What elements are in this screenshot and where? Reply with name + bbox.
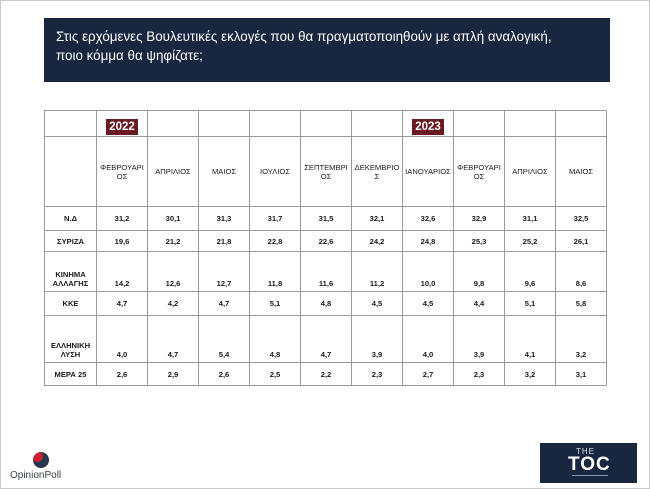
month-label: ΙΟΥΛΙΟΣ	[259, 167, 291, 176]
month-label: ΣΕΠΤΕΜΒΡΙ	[304, 162, 348, 172]
vote-share-cell: 4,0	[403, 316, 454, 363]
vote-share-cell: 14,2	[97, 252, 148, 292]
party-name: ΕΛΛΗΝΙΚΗ	[50, 341, 91, 350]
empty-header-cell	[352, 111, 403, 137]
poll-results-table	[44, 110, 607, 386]
party-name-cell	[45, 252, 97, 292]
month-header-cell	[403, 137, 454, 207]
vote-share-cell: 2,9	[148, 363, 199, 386]
table-row	[45, 207, 607, 231]
table-row	[45, 363, 607, 386]
month-label: ΟΣ	[116, 171, 128, 181]
vote-share-cell: 4,7	[148, 316, 199, 363]
vote-share-cell: 4,8	[250, 316, 301, 363]
party-name: ΚΚΕ	[62, 299, 79, 308]
vote-share-cell: 32,5	[556, 207, 607, 231]
vote-share-cell: 3,1	[556, 363, 607, 386]
vote-share-cell: 2,3	[454, 363, 505, 386]
month-label: ΦΕΒΡΟΥΑΡΙ	[100, 162, 144, 172]
vote-share-cell: 9,6	[505, 252, 556, 292]
vote-share-cell: 25,3	[454, 231, 505, 252]
vote-share-cell: 25,2	[505, 231, 556, 252]
vote-share-cell: 3,9	[454, 316, 505, 363]
the-toc-logo-underline	[572, 475, 608, 476]
vote-share-cell: 5,1	[505, 292, 556, 316]
month-label: ΑΠΡΙΛΙΟΣ	[512, 167, 548, 176]
vote-share-cell: 3,9	[352, 316, 403, 363]
month-header-cell	[556, 137, 607, 207]
year-cell-2022	[97, 111, 148, 137]
empty-header-cell	[505, 111, 556, 137]
party-name: ΛΥΣΗ	[60, 350, 81, 359]
empty-header-cell	[199, 111, 250, 137]
vote-share-cell: 2,2	[301, 363, 352, 386]
vote-share-cell: 5,4	[199, 316, 250, 363]
vote-share-cell: 24,8	[403, 231, 454, 252]
party-name: ΑΛΛΑΓΗΣ	[52, 279, 89, 288]
vote-share-cell: 12,6	[148, 252, 199, 292]
party-name-cell	[45, 207, 97, 231]
month-label: ΙΑΝΟΥΑΡΙΟΣ	[405, 167, 451, 176]
vote-share-cell: 4,0	[97, 316, 148, 363]
opinionpoll-logo	[10, 450, 100, 484]
vote-share-cell: 31,7	[250, 207, 301, 231]
vote-share-cell: 11,8	[250, 252, 301, 292]
the-toc-logo-big: TOC	[568, 454, 611, 475]
month-header-cell	[352, 137, 403, 207]
vote-share-cell: 2,7	[403, 363, 454, 386]
month-header-cell	[199, 137, 250, 207]
vote-share-cell: 8,6	[556, 252, 607, 292]
vote-share-cell: 4,7	[97, 292, 148, 316]
vote-share-cell: 12,7	[199, 252, 250, 292]
vote-share-cell: 22,6	[301, 231, 352, 252]
empty-header-cell	[250, 111, 301, 137]
vote-share-cell: 4,4	[454, 292, 505, 316]
vote-share-cell: 4,5	[403, 292, 454, 316]
vote-share-cell: 4,2	[148, 292, 199, 316]
vote-share-cell: 31,2	[97, 207, 148, 231]
vote-share-cell: 5,8	[556, 292, 607, 316]
year-label-2022: 2022	[106, 119, 138, 135]
month-label: ΔΕΚΕΜΒΡΙΟ	[354, 162, 400, 172]
vote-share-cell: 11,2	[352, 252, 403, 292]
month-label: Σ	[374, 171, 380, 181]
party-name-cell	[45, 316, 97, 363]
party-name: ΣΥΡΙΖΑ	[57, 236, 84, 246]
vote-share-cell: 31,1	[505, 207, 556, 231]
year-header-row	[45, 111, 607, 137]
vote-share-cell: 2,3	[352, 363, 403, 386]
table-row	[45, 292, 607, 316]
month-header-cell	[505, 137, 556, 207]
question-title-box	[44, 18, 610, 82]
vote-share-cell: 22,8	[250, 231, 301, 252]
month-header-cell	[301, 137, 352, 207]
vote-share-cell: 4,8	[301, 292, 352, 316]
month-label: ΦΕΒΡΟΥΑΡΙ	[457, 162, 501, 172]
vote-share-cell: 4,7	[199, 292, 250, 316]
vote-share-cell: 21,2	[148, 231, 199, 252]
vote-share-cell: 32,1	[352, 207, 403, 231]
table-row	[45, 316, 607, 363]
table-row	[45, 252, 607, 292]
vote-share-cell: 9,8	[454, 252, 505, 292]
vote-share-cell: 31,5	[301, 207, 352, 231]
month-header-cell	[148, 137, 199, 207]
empty-header-cell	[301, 111, 352, 137]
party-name-cell	[45, 292, 97, 316]
vote-share-cell: 10,0	[403, 252, 454, 292]
party-name-cell	[45, 363, 97, 386]
opinionpoll-logo-icon	[33, 452, 49, 468]
month-label: ΜΑΙΟΣ	[568, 167, 594, 176]
vote-share-cell: 19,6	[97, 231, 148, 252]
empty-header-cell	[556, 111, 607, 137]
party-name: ΜΕΡΑ 25	[54, 369, 87, 379]
empty-header-cell	[454, 111, 505, 137]
month-header-cell	[97, 137, 148, 207]
month-header-row	[45, 137, 607, 207]
vote-share-cell: 4,5	[352, 292, 403, 316]
vote-share-cell: 2,6	[199, 363, 250, 386]
vote-share-cell: 2,6	[97, 363, 148, 386]
month-label: ΟΣ	[320, 171, 332, 181]
vote-share-cell: 31,3	[199, 207, 250, 231]
month-header-cell	[250, 137, 301, 207]
party-name: Ν.Δ	[63, 214, 78, 223]
vote-share-cell: 3,2	[505, 363, 556, 386]
question-title-line-2: ποιο κόμμα θα ψηφίζατε;	[56, 48, 203, 63]
vote-share-cell: 4,7	[301, 316, 352, 363]
table-row	[45, 231, 607, 252]
month-label: ΜΑΙΟΣ	[211, 167, 237, 176]
the-toc-logo-small: THE	[576, 447, 595, 456]
year-label-2023: 2023	[412, 119, 444, 135]
vote-share-cell: 5,1	[250, 292, 301, 316]
corner-cell	[45, 137, 97, 207]
year-cell-2023	[403, 111, 454, 137]
vote-share-cell: 21,8	[199, 231, 250, 252]
vote-share-cell: 32,9	[454, 207, 505, 231]
vote-share-cell: 2,5	[250, 363, 301, 386]
month-header-cell	[454, 137, 505, 207]
corner-cell	[45, 111, 97, 137]
vote-share-cell: 3,2	[556, 316, 607, 363]
question-title-line-1: Στις ερχόμενες Βουλευτικές εκλογές που θα πραγματοποιηθούν με απλή αναλογική,	[56, 29, 552, 44]
vote-share-cell: 11,6	[301, 252, 352, 292]
empty-header-cell	[148, 111, 199, 137]
month-label: ΑΠΡΙΛΙΟΣ	[155, 167, 191, 176]
vote-share-cell: 26,1	[556, 231, 607, 252]
vote-share-cell: 30,1	[148, 207, 199, 231]
vote-share-cell: 24,2	[352, 231, 403, 252]
vote-share-cell: 4,1	[505, 316, 556, 363]
month-label: ΟΣ	[473, 171, 485, 181]
party-name-cell	[45, 231, 97, 252]
vote-share-cell: 32,6	[403, 207, 454, 231]
the-toc-logo	[540, 443, 637, 483]
opinionpoll-logo-text: OpinionPoll	[10, 470, 62, 481]
party-name: ΚΙΝΗΜΑ	[55, 270, 86, 279]
